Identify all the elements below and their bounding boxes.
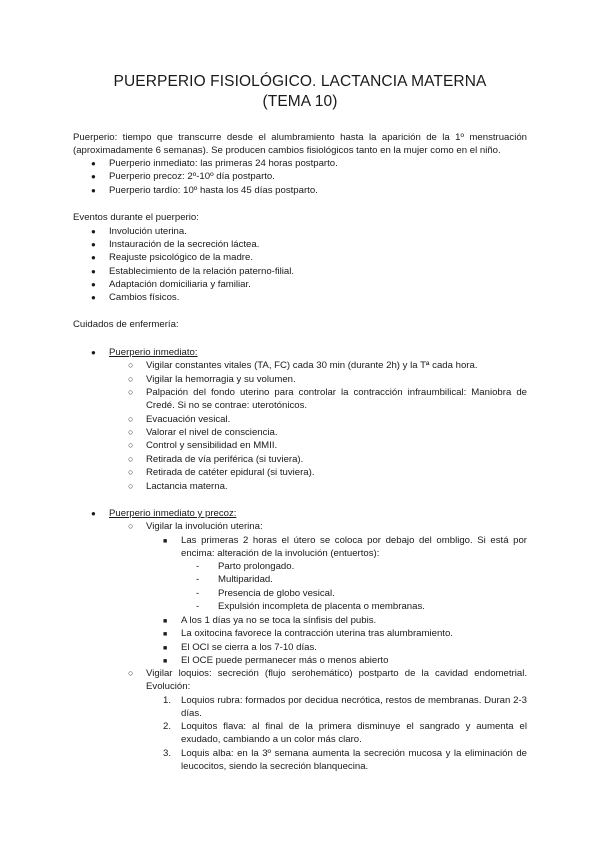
section-immediate: ● Puerperio inmediato: xyxy=(91,347,198,358)
circle-bullet-icon: ○ xyxy=(128,440,134,450)
bullet-icon: ● xyxy=(91,509,96,518)
square-bullet-icon: ■ xyxy=(163,631,168,638)
list-item-text: Vigilar loquios: secreción (flujo serohemático) postparto de la cavidad endometrial. Evolución: xyxy=(146,668,527,692)
circle-bullet-icon: ○ xyxy=(128,374,134,384)
circle-bullet-icon: ○ xyxy=(128,454,134,464)
list-item: ○ Vigilar la hemorragia y su volumen. xyxy=(128,374,296,385)
intro-paragraph: Puerperio: tiempo que transcurre desde el alumbramiento hasta la aparición de la 1º menstruación (aproximadamente 6 semanas). Se producen cambios fisiológicos tanto en la mujer como en el niño. xyxy=(73,132,527,156)
bullet-icon: ● xyxy=(91,186,96,195)
list-number: 3. xyxy=(163,748,172,759)
page-title: PUERPERIO FISIOLÓGICO. LACTANCIA MATERNA xyxy=(113,73,487,90)
list-item: ○ Evacuación vesical. xyxy=(128,414,231,425)
bullet-icon: ● xyxy=(91,227,96,236)
bullet-icon: ● xyxy=(91,159,96,168)
events-heading: Eventos durante el puerperio: xyxy=(73,212,199,223)
dash-bullet-icon: - xyxy=(196,601,200,612)
dash-bullet-icon: - xyxy=(196,588,200,599)
circle-bullet-icon: ○ xyxy=(128,414,134,424)
bullet-icon: ● xyxy=(91,348,96,357)
list-item: - Multiparidad. xyxy=(196,574,273,585)
list-item: ○ Retirada de vía periférica (si tuviera). xyxy=(128,454,304,465)
dash-bullet-icon: - xyxy=(196,561,200,572)
bullet-icon: ● xyxy=(91,240,96,249)
list-number: 2. xyxy=(163,721,172,732)
list-item: ● Establecimiento de la relación paterno-filial. xyxy=(91,266,295,277)
circle-bullet-icon: ○ xyxy=(128,467,134,477)
dash-bullet-icon: - xyxy=(196,574,200,585)
list-item xyxy=(163,534,181,548)
list-number: 1. xyxy=(163,695,172,706)
list-item: ● Reajuste psicológico de la madre. xyxy=(91,252,253,263)
list-item: ■ El OCI se cierra a los 7-10 días. xyxy=(163,642,317,653)
list-item: ● Involución uterina. xyxy=(91,226,187,237)
list-item: ● Cambios físicos. xyxy=(91,292,180,303)
bullet-icon: ● xyxy=(91,293,96,302)
page-subtitle: (TEMA 10) xyxy=(262,93,338,110)
list-item: ○ Vigilar la involución uterina: xyxy=(128,521,263,532)
circle-bullet-icon: ○ xyxy=(128,521,134,531)
bullet-icon: ● xyxy=(91,267,96,276)
list-item: ● Adaptación domiciliaria y familiar. xyxy=(91,279,251,290)
list-item: - Parto prolongado. xyxy=(196,561,295,572)
square-bullet-icon: ■ xyxy=(163,645,168,652)
list-item: ■ El OCE puede permanecer más o menos abierto xyxy=(163,655,389,666)
list-item: ○ Lactancia materna. xyxy=(128,481,228,492)
section-early: ● Puerperio inmediato y precoz: xyxy=(91,508,237,519)
circle-bullet-icon: ○ xyxy=(128,427,134,437)
list-item: ● Puerperio tardío: 10º hasta los 45 días postparto. xyxy=(91,185,318,196)
list-item-text: Palpación del fondo uterino para controlar la contracción infraumbilical: Maniobra de Credé. Si no se contrae: uterotónicos. xyxy=(146,387,527,411)
list-item-text: Loquios rubra: formados por decidua necrótica, restos de membranas. Duran 2-3 días. xyxy=(181,695,527,719)
list-item: ● Puerperio precoz: 2º-10º día postparto. xyxy=(91,171,275,182)
circle-bullet-icon: ○ xyxy=(128,668,134,678)
circle-bullet-icon: ○ xyxy=(128,481,134,491)
circle-bullet-icon: ○ xyxy=(128,387,134,397)
circle-bullet-icon: ○ xyxy=(128,360,134,370)
list-item xyxy=(128,386,146,399)
list-item: ○ Retirada de catéter epidural (si tuviera). xyxy=(128,467,315,478)
list-item-text: Las primeras 2 horas el útero se coloca por debajo del ombligo. Si está por encima: alteración de la involución (entuertos): xyxy=(181,535,527,559)
bullet-icon: ● xyxy=(91,172,96,181)
list-item: ■ A los 1 días ya no se toca la sínfisis del pubis. xyxy=(163,615,377,626)
bullet-icon: ● xyxy=(91,253,96,262)
list-item: ● Instauración de la secreción láctea. xyxy=(91,239,260,250)
list-item: ■ La oxitocina favorece la contracción uterina tras alumbramiento. xyxy=(163,628,453,639)
list-item: - Expulsión incompleta de placenta o membranas. xyxy=(196,601,425,612)
list-item: - Presencia de globo vesical. xyxy=(196,588,335,599)
bullet-icon: ● xyxy=(91,280,96,289)
list-item: ○ Valorar el nivel de consciencia. xyxy=(128,427,278,438)
care-heading: Cuidados de enfermería: xyxy=(73,319,179,330)
list-item: ○ Vigilar constantes vitales (TA, FC) cada 30 min (durante 2h) y la Tª cada hora. xyxy=(128,360,478,371)
square-bullet-icon: ■ xyxy=(163,618,168,625)
square-bullet-icon: ■ xyxy=(163,538,168,545)
square-bullet-icon: ■ xyxy=(163,658,168,665)
list-item: ○ Control y sensibilidad en MMII. xyxy=(128,440,278,451)
list-item xyxy=(128,667,146,680)
list-item-text: Loquitos flava: al final de la primera disminuye el sangrado y aumenta el exudado, cambiando a un color más claro. xyxy=(181,721,527,745)
list-item-text: Loquis alba: en la 3º semana aumenta la secreción mucosa y la eliminación de leucocitos, siendo la secreción blanquecina. xyxy=(181,748,527,772)
list-item: ● Puerperio inmediato: las primeras 24 horas postparto. xyxy=(91,158,338,169)
